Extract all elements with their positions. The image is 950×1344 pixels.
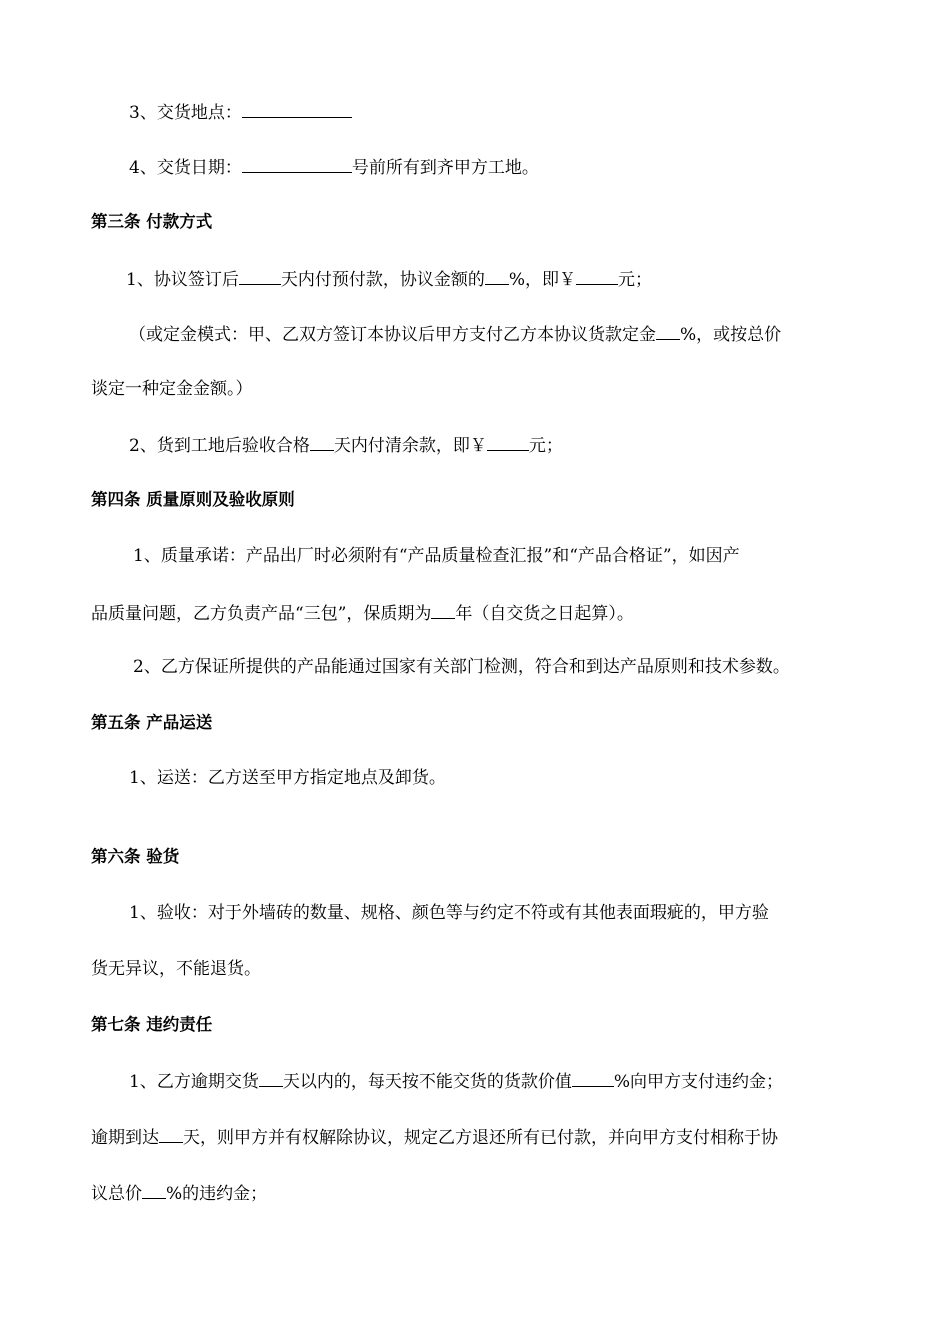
fill-blank bbox=[142, 1181, 166, 1199]
section-heading-payment: 第三条 付款方式 bbox=[91, 212, 213, 231]
fill-blank bbox=[259, 1069, 283, 1087]
fill-blank bbox=[159, 1125, 183, 1143]
section-heading-quality: 第四条 质量原则及验收原则 bbox=[91, 490, 295, 509]
clause-quality-promise-cont bbox=[91, 601, 634, 625]
clause-text: 天，则甲方并有权解除协议，规定乙方退还所有已付款，并向甲方支付相称于协 bbox=[183, 1128, 778, 1148]
clause-late-delivery bbox=[129, 1069, 783, 1093]
clause-text: %向甲方支付违约金； bbox=[613, 1072, 783, 1092]
clause-inspection-cont: 货无异议，不能退货。 bbox=[91, 959, 261, 979]
fill-blank bbox=[576, 267, 618, 285]
clause-text: 议总价 bbox=[91, 1184, 142, 1204]
clause-text: 逾期到达 bbox=[91, 1128, 159, 1148]
clause-final-payment bbox=[129, 433, 563, 457]
clause-text: 1、协议签订后 bbox=[126, 270, 239, 290]
clause-text: %的违约金； bbox=[166, 1184, 268, 1204]
fill-blank bbox=[431, 601, 455, 619]
clause-late-delivery-end bbox=[91, 1181, 267, 1205]
clause-text: 号前所有到齐甲方工地。 bbox=[351, 158, 539, 178]
clause-text: 天内付预付款，协议金额的 bbox=[280, 270, 485, 290]
clause-deposit-mode-cont: 谈定一种定金金额。） bbox=[91, 379, 253, 399]
clause-text: 3、交货地点： bbox=[129, 103, 242, 123]
clause-late-delivery-cont bbox=[91, 1125, 778, 1149]
clause-text: %，或按总价 bbox=[680, 325, 782, 345]
clause-quality-standard: 2、乙方保证所提供的产品能通过国家有关部门检测，符合和到达产品原则和技术参数。 bbox=[133, 657, 790, 677]
clause-text: 天以内的，每天按不能交货的货款价值 bbox=[282, 1072, 572, 1092]
fill-blank bbox=[242, 155, 352, 173]
clause-deposit-mode bbox=[129, 322, 781, 346]
section-heading-liability: 第七条 违约责任 bbox=[91, 1015, 213, 1034]
fill-blank bbox=[239, 267, 281, 285]
clause-text: 4、交货日期： bbox=[129, 158, 242, 178]
clause-text: （或定金模式：甲、乙双方签订本协议后甲方支付乙方本协议货款定金 bbox=[129, 325, 656, 345]
clause-text: 年（自交货之日起算）。 bbox=[455, 604, 634, 624]
clause-text: 1、乙方逾期交货 bbox=[129, 1072, 259, 1092]
clause-text: 2、货到工地后验收合格 bbox=[129, 436, 310, 456]
fill-blank bbox=[656, 322, 680, 340]
clause-inspection: 1、验收：对于外墙砖的数量、规格、颜色等与约定不符或有其他表面瑕疵的，甲方验 bbox=[129, 903, 769, 923]
fill-blank bbox=[242, 100, 352, 118]
clause-text: 元； bbox=[528, 436, 563, 456]
clause-delivery-date bbox=[129, 155, 539, 179]
section-heading-transport: 第五条 产品运送 bbox=[91, 713, 213, 732]
fill-blank bbox=[310, 433, 334, 451]
clause-text: 品质量问题，乙方负责产品“三包”，保质期为 bbox=[91, 604, 432, 624]
clause-delivery-location bbox=[129, 100, 352, 124]
section-heading-inspection: 第六条 验货 bbox=[91, 847, 180, 866]
clause-transport: 1、运送：乙方送至甲方指定地点及卸货。 bbox=[129, 768, 446, 788]
clause-text: %，即￥ bbox=[508, 270, 576, 290]
fill-blank bbox=[487, 433, 529, 451]
clause-text: 天内付清余款，即￥ bbox=[333, 436, 487, 456]
clause-text: 元； bbox=[617, 270, 652, 290]
fill-blank bbox=[572, 1069, 614, 1087]
fill-blank bbox=[485, 267, 509, 285]
clause-advance-payment bbox=[126, 267, 652, 291]
clause-quality-promise: 1、质量承诺：产品出厂时必须附有“产品质量检查汇报”和“产品合格证”，如因产 bbox=[133, 546, 740, 566]
